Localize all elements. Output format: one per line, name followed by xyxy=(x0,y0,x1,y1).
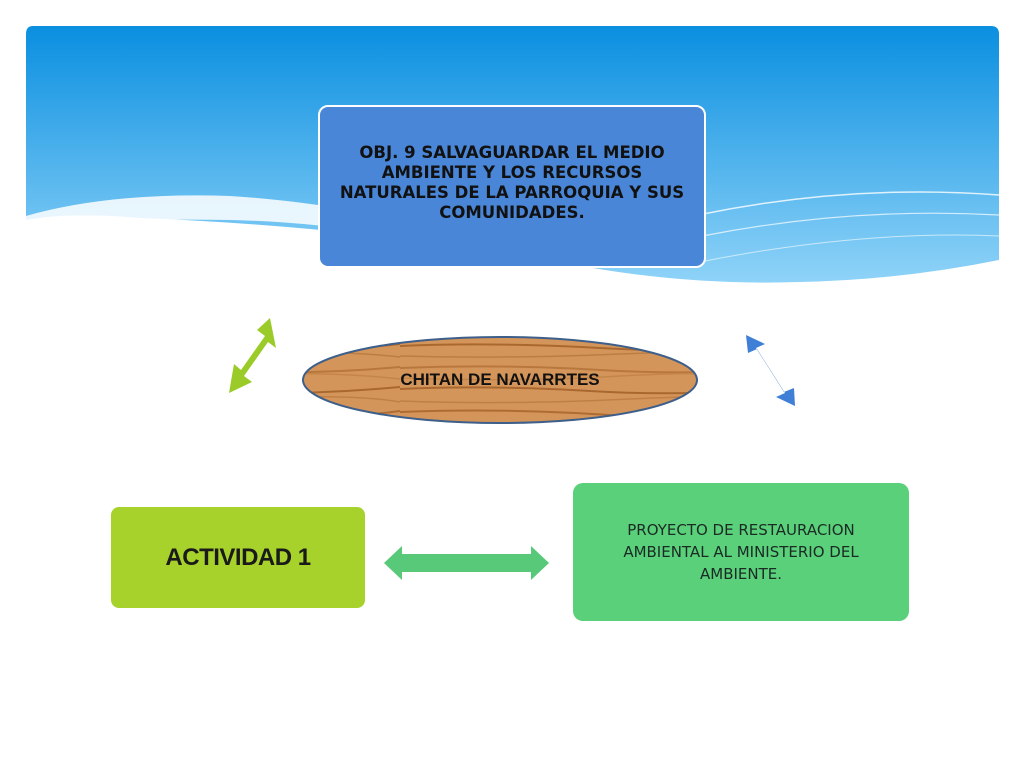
project-box xyxy=(573,483,909,621)
arrow-left-icon xyxy=(229,318,276,393)
center-label: CHITAN DE NAVARRTES xyxy=(400,370,600,389)
activity-box xyxy=(111,507,365,608)
objective-box xyxy=(318,105,706,268)
activity-text: ACTIVIDAD 1 xyxy=(165,543,311,571)
arrow-right-icon xyxy=(746,335,795,406)
project-text: PROYECTO DE RESTAURACION AMBIENTAL AL MINISTERIO DEL AMBIENTE. xyxy=(623,521,859,583)
arrow-bottom-icon xyxy=(384,546,549,580)
objective-text: OBJ. 9 SALVAGUARDAR EL MEDIO AMBIENTE Y LOS RECURSOS NATURALES DE LA PARROQUIA Y SUS COMUNIDADES. xyxy=(339,143,685,222)
